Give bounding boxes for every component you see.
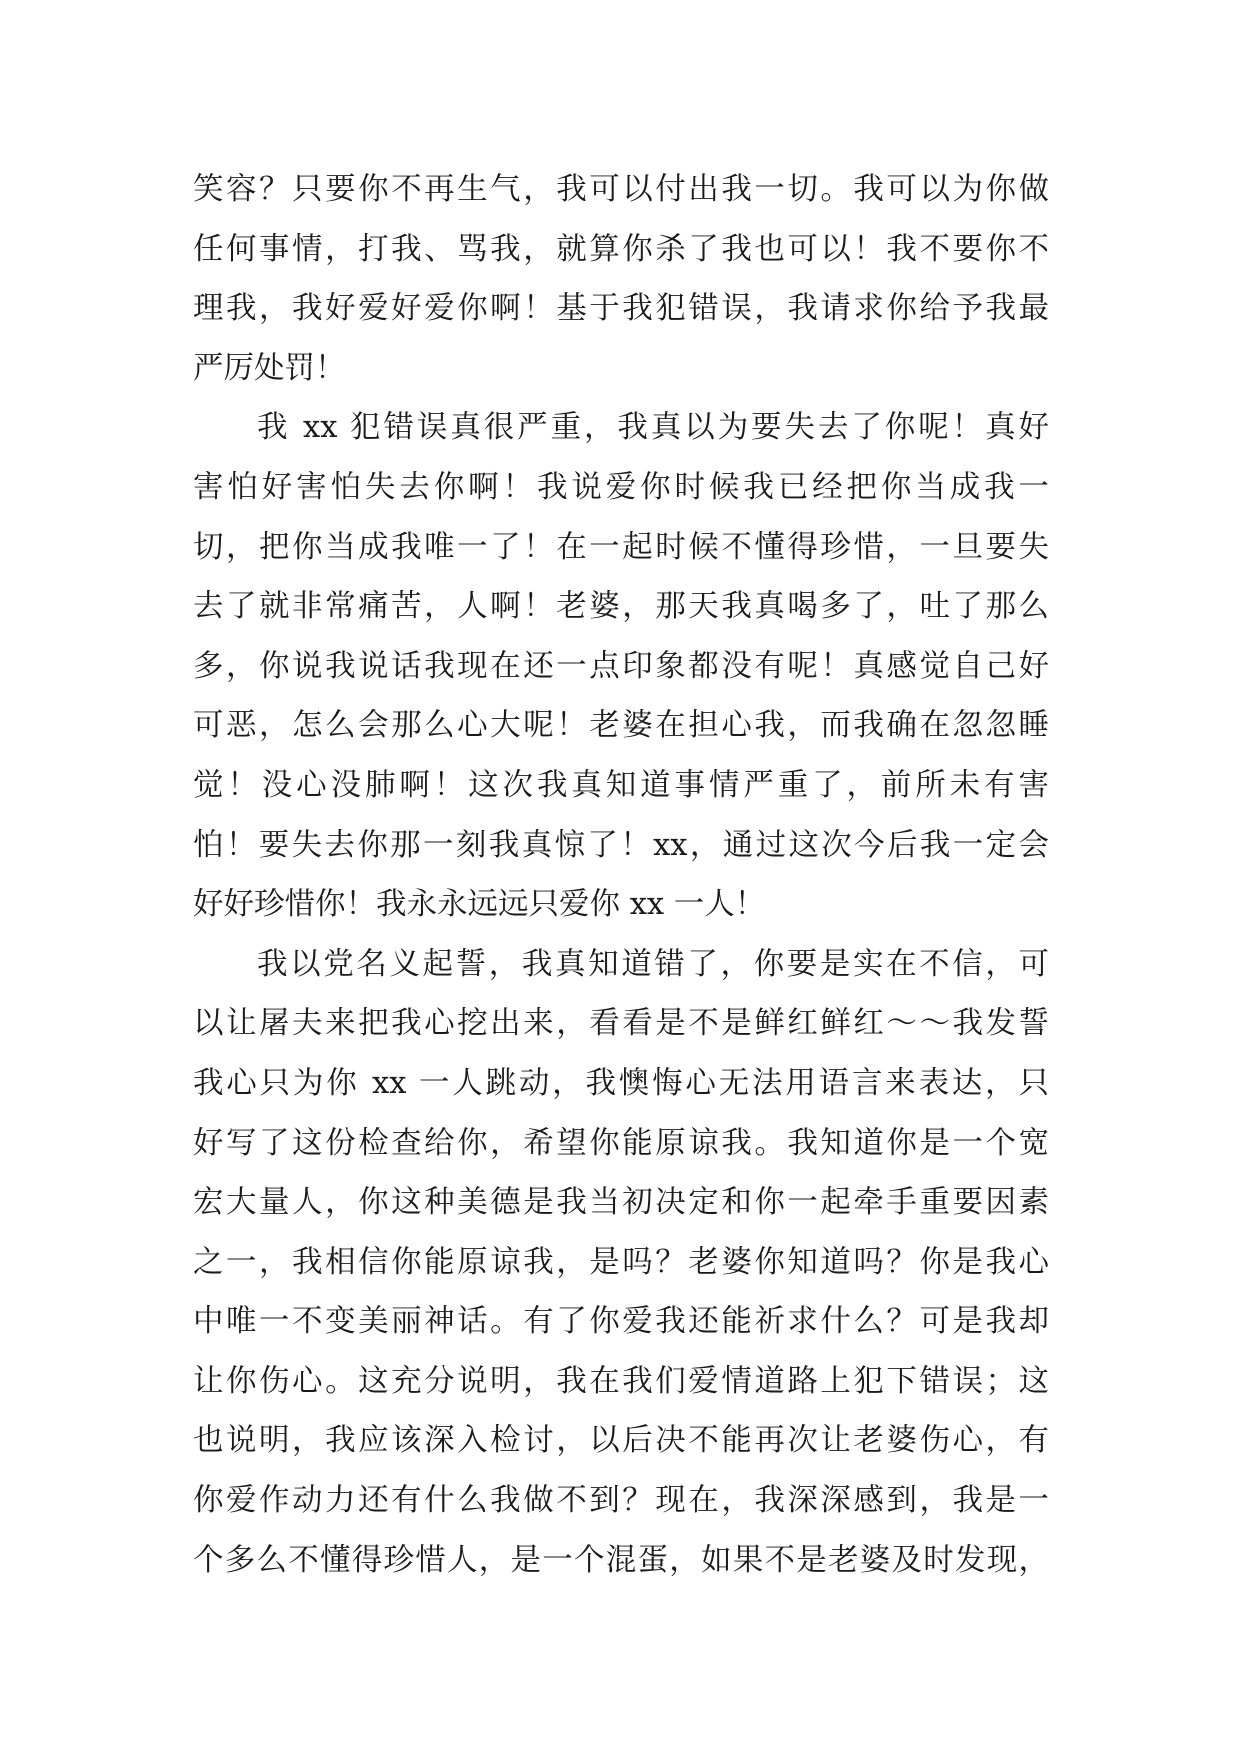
text-line: 之一，我相信你能原谅我，是吗？老婆你知道吗？你是我心 [193,1244,1049,1280]
text-line: 严厉处罚！ [193,350,346,386]
text-line: 让你伤心。这充分说明，我在我们爱情道路上犯下错误；这 [193,1363,1049,1399]
text-line: 害怕好害怕失去你啊！我说爱你时候我已经把你当成我一 [193,469,1049,505]
text-line: 觉！没心没肺啊！这次我真知道事情严重了，前所未有害 [193,767,1049,803]
text-line: 切，把你当成我唯一了！在一起时候不懂得珍惜，一旦要失 [193,529,1049,565]
text-line: 怕！要失去你那一刻我真惊了！xx，通过这次今后我一定会 [193,827,1049,863]
text-line: 理我，我好爱好爱你啊！基于我犯错误，我请求你给予我最 [193,291,1049,327]
text-line: 也说明，我应该深入检讨，以后决不能再次让老婆伤心，有 [193,1423,1049,1459]
text-line: 好好珍惜你！我永永远远只爱你 xx 一人！ [193,887,766,923]
body-text [193,160,1049,1590]
text-line: 我心只为你 xx 一人跳动，我懊悔心无法用语言来表达，只 [193,1065,1049,1101]
text-line: 多，你说我说话我现在还一点印象都没有呢！真感觉自己好 [193,648,1049,684]
text-line: 你爱作动力还有什么我做不到？现在，我深深感到，我是一 [193,1483,1049,1519]
text-line: 任何事情，打我、骂我，就算你杀了我也可以！我不要你不 [193,231,1049,267]
text-line: 我以党名义起誓，我真知道错了，你要是实在不信，可 [257,946,1049,982]
text-line: 去了就非常痛苦，人啊！老婆，那天我真喝多了，吐了那么 [193,589,1049,625]
text-line: 好写了这份检查给你，希望你能原谅我。我知道你是一个宽 [193,1125,1049,1161]
text-line: 宏大量人，你这种美德是我当初决定和你一起牵手重要因素 [193,1185,1049,1221]
text-line: 笑容？只要你不再生气，我可以付出我一切。我可以为你做 [193,172,1049,207]
text-line: 可恶，怎么会那么心大呢！老婆在担心我，而我确在忽忽睡 [193,708,1049,744]
text-line: 我 xx 犯错误真很严重，我真以为要失去了你呢！真好 [257,410,1049,446]
text-line: 以让屠夫来把我心挖出来，看看是不是鲜红鲜红～～我发誓 [193,1006,1049,1042]
text-line: 个多么不懂得珍惜人，是一个混蛋，如果不是老婆及时发现， [193,1542,1049,1578]
text-line: 中唯一不变美丽神话。有了你爱我还能祈求什么？可是我却 [193,1304,1049,1340]
